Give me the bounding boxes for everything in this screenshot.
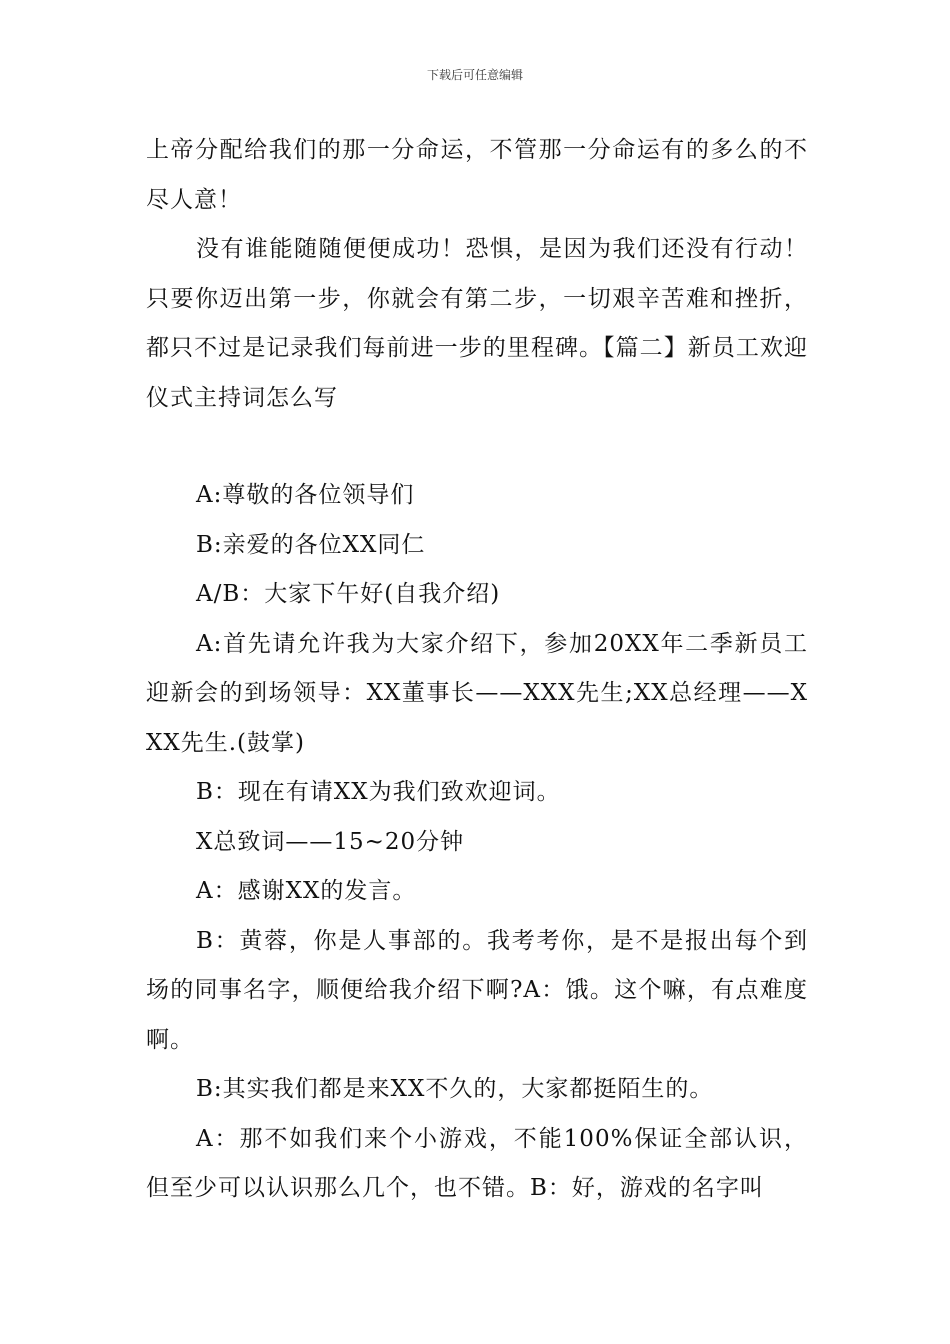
- paragraph-gap: [146, 423, 808, 471]
- paragraph-11: B:其实我们都是来XX不久的，大家都挺陌生的。: [196, 1076, 714, 1102]
- paragraph-12: A：那不如我们来个小游戏，不能100%保证全部认识，但至少可以认识那么几个，也不错。B：好，游戏的名字叫: [146, 1125, 808, 1201]
- paragraph-6: A:首先请允许我为大家介绍下，参加20XX年二季新员工迎新会的到场领导：XX董事长——XXX先生;XX总经理——XXX先生.(鼓掌): [146, 630, 808, 756]
- paragraph-2: 没有谁能随随便便成功！恐惧，是因为我们还没有行动！只要你迈出第一步，你就会有第二步，一切艰辛苦难和挫折，都只不过是记录我们每前进一步的里程碑。【篇二】新员工欢迎仪式主持词怎么写: [146, 236, 808, 411]
- paragraph-4: B:亲爱的各位XX同仁: [196, 531, 426, 558]
- document-body: [146, 126, 808, 1214]
- paragraph-5: A/B：大家下午好(自我介绍): [196, 581, 501, 607]
- paragraph-9: A：感谢XX的发言。: [196, 878, 417, 904]
- paragraph-10: B：黄蓉，你是人事部的。我考考你，是不是报出每个到场的同事名字，顺便给我介绍下啊?A：饿。这个嘛，有点难度啊。: [146, 927, 808, 1053]
- page-header: 下载后可任意编辑: [426, 68, 523, 82]
- paragraph-7: B：现在有请XX为我们致欢迎词。: [196, 779, 561, 805]
- paragraph-1: 上帝分配给我们的那一分命运，不管那一分命运有的多么的不尽人意！: [146, 137, 808, 213]
- paragraph-3: A:尊敬的各位领导们: [196, 482, 415, 508]
- paragraph-8: X总致词——15~20分钟: [196, 828, 465, 855]
